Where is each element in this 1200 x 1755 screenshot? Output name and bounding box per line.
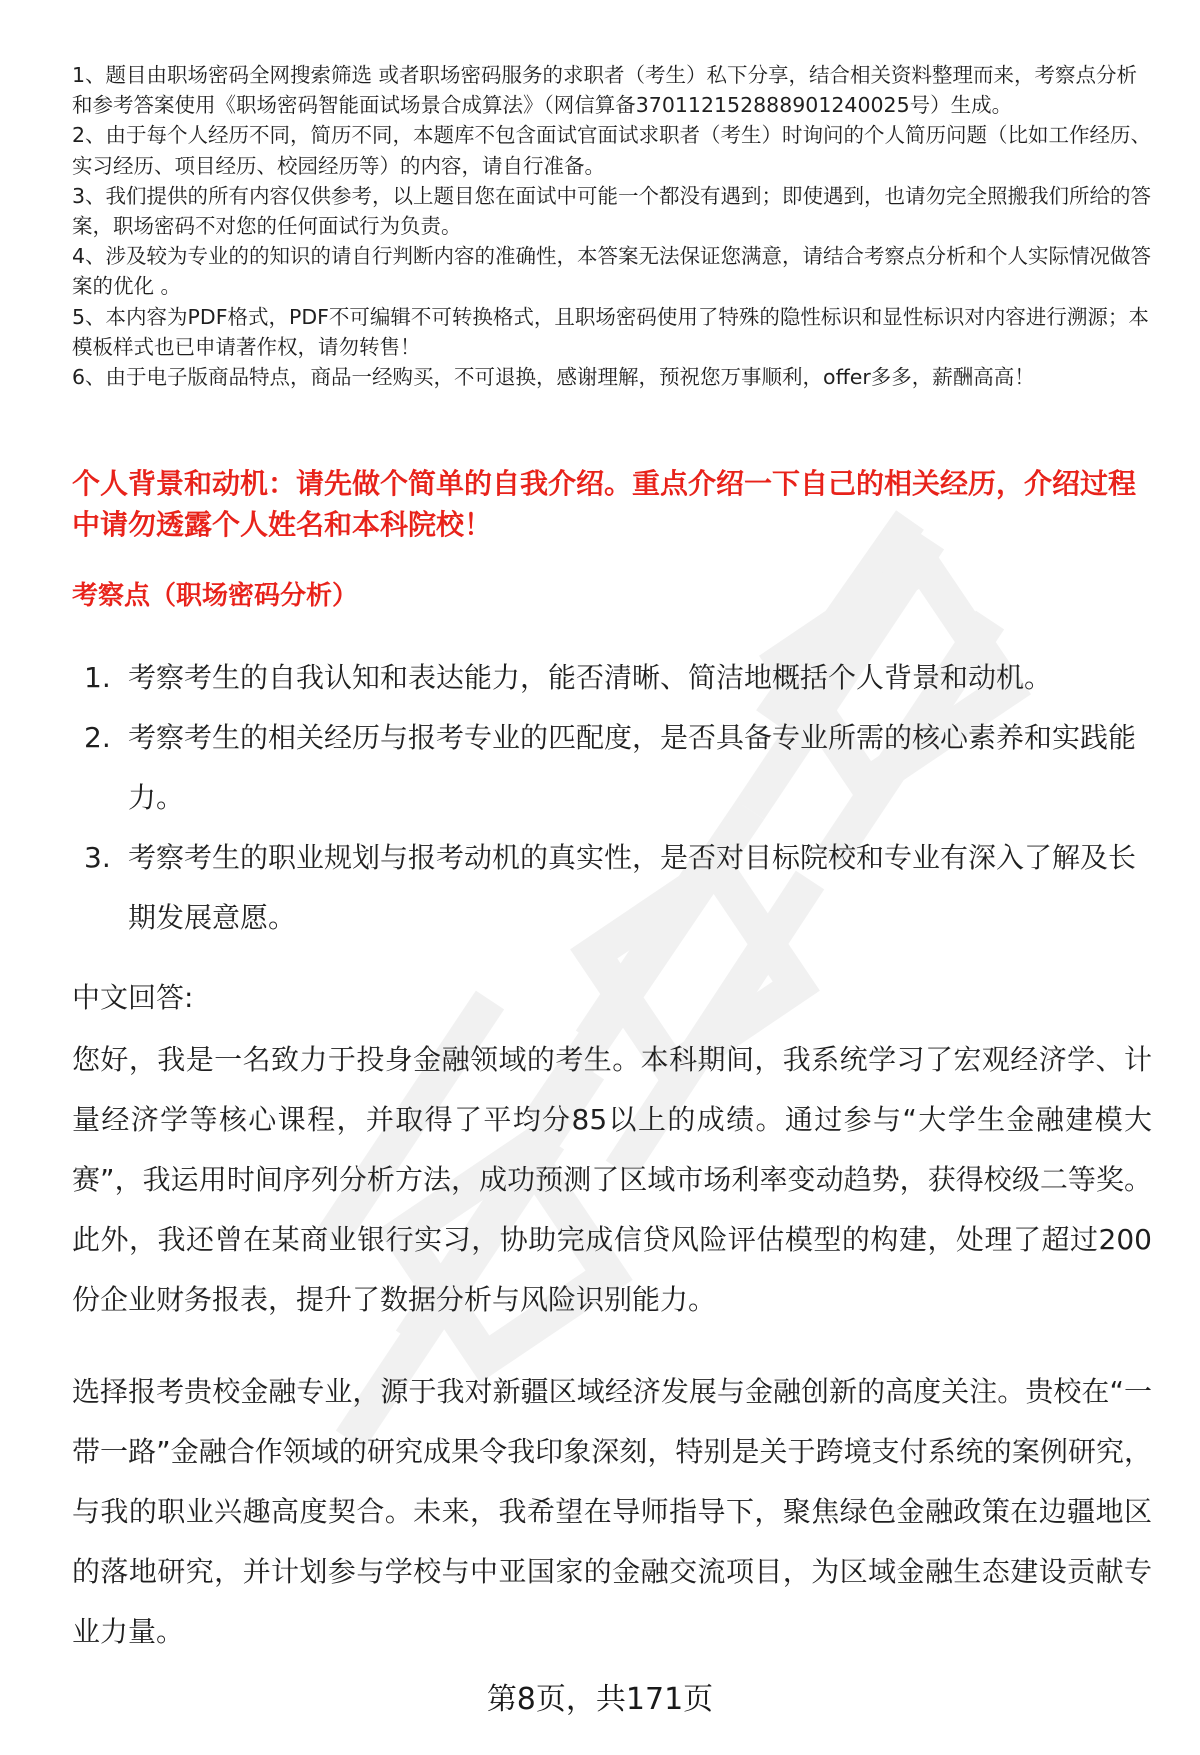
point-text: 考察考生的职业规划与报考动机的真实性，是否对目标院校和专业有深入了解及长期发展意愿。 <box>128 841 1137 934</box>
answer-heading: 中文回答: <box>72 981 194 1014</box>
point-number: 1. <box>84 661 111 694</box>
analysis-points <box>72 648 1152 948</box>
analysis-heading: 考察点（职场密码分析） <box>72 581 359 611</box>
analysis-point <box>72 648 1152 708</box>
answer-paragraph-2: 选择报考贵校金融专业，源于我对新疆区域经济发展与金融创新的高度关注。贵校在“一带一路”金融合作领域的研究成果令我印象深刻，特别是关于跨境支付系统的案例研究，与我的职业兴趣高度契合。未来，我希望在导师指导下，聚焦绿色金融政策在边疆地区的落地研究，并计划参与学校与中亚国家的金融交流项目，为区域金融生态建设贡献专业力量。 <box>72 1375 1152 1648</box>
notice-item-3: 3、我们提供的所有内容仅供参考，以上题目您在面试中可能一个都没有遇到；即使遇到，也请勿完全照搬我们所给的答案，职场密码不对您的任何面试行为负责。 <box>72 183 1152 239</box>
disclaimer-notice <box>72 60 1152 392</box>
answer-paragraph-1: 您好，我是一名致力于投身金融领域的考生。本科期间，我系统学习了宏观经济学、计量经济学等核心课程，并取得了平均分85以上的成绩。通过参与“大学生金融建模大赛”，我运用时间序列分析方法，成功预测了区域市场利率变动趋势，获得校级二等奖。此外，我还曾在某商业银行实习，协助完成信贷风险评估模型的构建，处理了超过200份企业财务报表，提升了数据分析与风险识别能力。 <box>72 1043 1152 1316</box>
page-number: 第8页，共171页 <box>486 1682 714 1717</box>
notice-item-1: 1、题目由职场密码全网搜索筛选 或者职场密码服务的求职者（考生）私下分享，结合相关资料整理而来，考察点分析和参考答案使用《职场密码智能面试场景合成算法》（网信算备370112152888901240025号）生成。 <box>72 63 1138 118</box>
point-number: 2. <box>84 721 111 754</box>
notice-item-6: 6、由于电子版商品特点，商品一经购买，不可退换，感谢理解，预祝您万事顺利，offer多多，薪酬高高！ <box>72 365 1035 390</box>
notice-item-5: 5、本内容为PDF格式，PDF不可编辑不可转换格式，且职场密码使用了特殊的隐性标识和显性标识对内容进行溯源；本模板样式也已申请著作权，请勿转售！ <box>72 304 1149 359</box>
analysis-point <box>72 708 1152 828</box>
point-text: 考察考生的自我认知和表达能力，能否清晰、简洁地概括个人背景和动机。 <box>128 661 1053 694</box>
point-number: 3. <box>84 841 111 874</box>
analysis-point <box>72 828 1152 948</box>
point-text: 考察考生的相关经历与报考专业的匹配度，是否具备专业所需的核心素养和实践能力。 <box>128 721 1137 814</box>
notice-item-2: 2、由于每个人经历不同，简历不同，本题库不包含面试官面试求职者（考生）时询问的个人简历问题（比如工作经历、实习经历、项目经历、校园经历等）的内容，请自行准备。 <box>72 123 1152 178</box>
notice-item-4: 4、涉及较为专业的的知识的请自行判断内容的准确性，本答案无法保证您满意，请结合考察点分析和个人实际情况做答案的优化 。 <box>72 244 1152 299</box>
interview-question: 个人背景和动机：请先做个简单的自我介绍。重点介绍一下自己的相关经历，介绍过程中请勿透露个人姓名和本科院校！ <box>72 467 1137 541</box>
